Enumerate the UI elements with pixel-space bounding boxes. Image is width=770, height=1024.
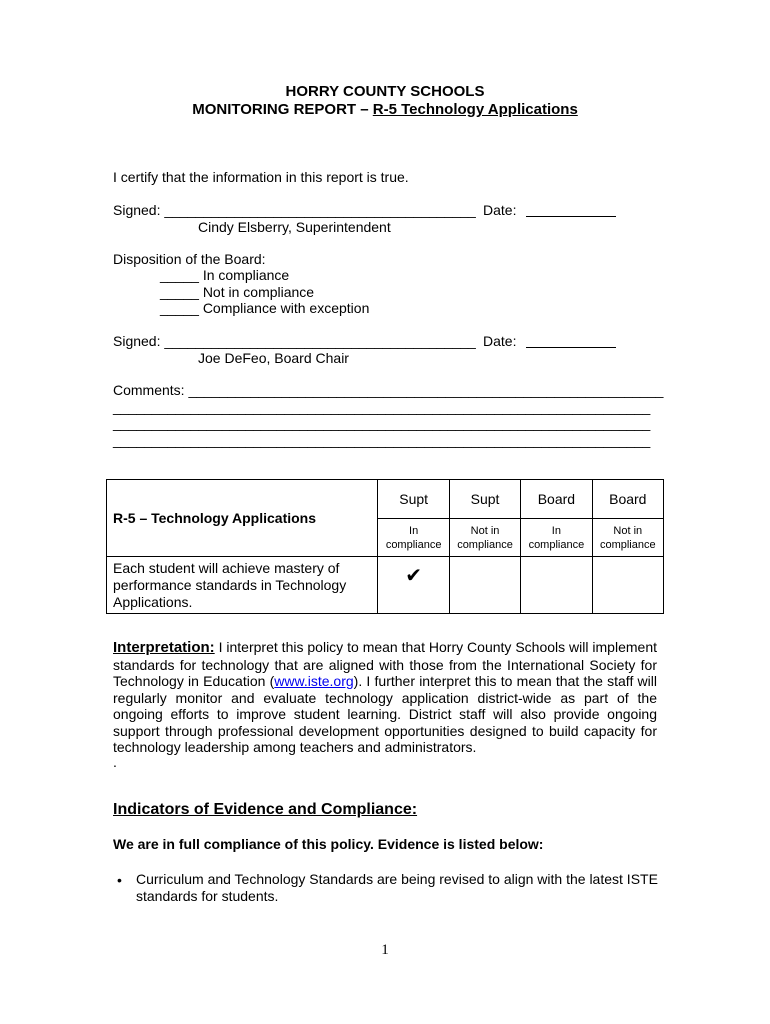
certify-statement: I certify that the information in this report is true. bbox=[113, 169, 409, 185]
table-title: R-5 – Technology Applications bbox=[107, 480, 378, 557]
empty-cell bbox=[449, 557, 520, 614]
bullet-icon: • bbox=[117, 872, 122, 888]
col-sub-supt-not: Not in compliance bbox=[449, 519, 520, 557]
compliance-statement: We are in full compliance of this policy. Evidence is listed below: bbox=[113, 836, 544, 852]
col-head-board-not: Board bbox=[592, 480, 663, 519]
indicators-heading: Indicators of Evidence and Compliance: bbox=[113, 801, 418, 818]
list-item: Curriculum and Technology Standards are being revised to align with the latest ISTE standards for students. bbox=[136, 871, 658, 904]
interpretation-paragraph: Interpretation: I interpret this policy to mean that Horry County Schools will implement standards for technology that are aligned with those from the International Society for Technology in Education (www.iste.org). I further interpret this to mean that the staff will regularly monitor and evaluate technology application district-wide as part of the ongoing efforts to improve student learning. District staff will also provide ongoing support through professional development opportunities designed to build capacity for technology leadership among teachers and administrators. bbox=[113, 639, 657, 755]
report-policy: R-5 Technology Applications bbox=[372, 101, 578, 118]
sign2-line: Signed: ________________________________________ bbox=[113, 333, 476, 349]
disposition-title: Disposition of the Board: bbox=[113, 251, 266, 267]
report-title bbox=[0, 101, 770, 118]
iste-link[interactable]: www.iste.org bbox=[274, 673, 354, 689]
col-sub-board-in: In compliance bbox=[521, 519, 592, 557]
check-cell bbox=[378, 557, 449, 614]
checkmark-icon: ✔ bbox=[405, 563, 423, 587]
stray-period: . bbox=[113, 754, 117, 770]
comments-line: _____________________________________________________________________ bbox=[113, 415, 651, 431]
sign2-date-blank bbox=[526, 333, 616, 348]
col-head-supt-in: Supt bbox=[378, 480, 449, 519]
empty-cell bbox=[521, 557, 592, 614]
sign1-date-label: Date: bbox=[483, 202, 517, 218]
comments-label: Comments: _____________________________________________________________ bbox=[113, 382, 664, 398]
col-sub-supt-in: In compliance bbox=[378, 519, 449, 557]
sign2-date-label: Date: bbox=[483, 333, 517, 349]
disposition-option: _____ Compliance with exception bbox=[160, 300, 370, 316]
comments-line: _____________________________________________________________________ bbox=[113, 432, 651, 448]
disposition-option: _____ In compliance bbox=[160, 267, 290, 283]
compliance-table bbox=[106, 479, 664, 614]
interpretation-lead: Interpretation: bbox=[113, 639, 215, 656]
page-number: 1 bbox=[381, 942, 389, 958]
sign1-line: Signed: ________________________________________ bbox=[113, 202, 476, 218]
table-row-label: Each student will achieve mastery of performance standards in Technology Applications. bbox=[107, 557, 378, 614]
report-prefix: MONITORING REPORT – bbox=[192, 101, 373, 118]
col-sub-board-not: Not in compliance bbox=[592, 519, 663, 557]
org-title: HORRY COUNTY SCHOOLS bbox=[285, 83, 485, 100]
comments-line: _____________________________________________________________________ bbox=[113, 399, 651, 415]
col-head-supt-not: Supt bbox=[449, 480, 520, 519]
col-head-board-in: Board bbox=[521, 480, 592, 519]
sign2-name: Joe DeFeo, Board Chair bbox=[198, 350, 349, 366]
sign1-name: Cindy Elsberry, Superintendent bbox=[198, 219, 391, 235]
sign1-date-blank bbox=[526, 202, 616, 217]
disposition-option: _____ Not in compliance bbox=[160, 284, 315, 300]
empty-cell bbox=[592, 557, 663, 614]
